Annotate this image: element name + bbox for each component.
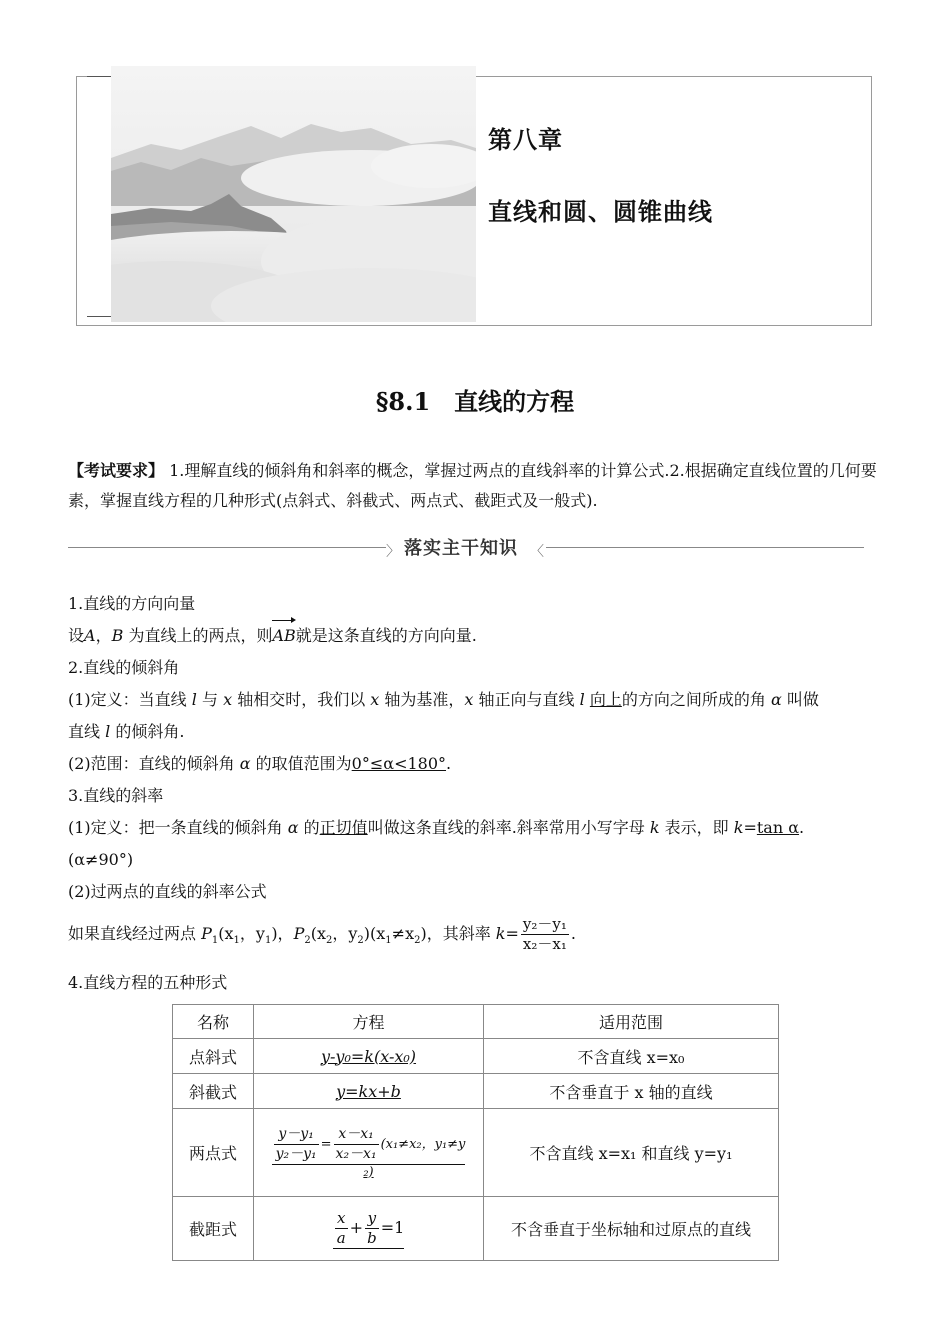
blank-tan-alpha: tan α	[756, 818, 800, 837]
form-equation-cell: y-y₀=k(x-x₀)	[254, 1039, 484, 1074]
divider-arrow-left-icon: 〉	[386, 544, 400, 560]
chapter-title: 直线和圆、圆锥曲线	[488, 197, 713, 226]
heading-inclination: 2.直线的倾斜角	[68, 658, 180, 677]
knowledge-body	[68, 588, 883, 999]
form-equation-cell: $\frac{\text{y－y₁}}{\text{y₂－y₁}}$ = $\frac{\text{x－x₁}}{\text{x₂－x₁}}$ (x₁≠x₂，y₁≠y ₂)	[254, 1109, 484, 1197]
form-scope-cell: 不含垂直于 x 轴的直线	[484, 1074, 779, 1109]
divider-arrow-right-icon: 〈	[530, 544, 544, 560]
vector-ab: AB	[272, 620, 295, 652]
blank-range: 0°≤α<180°	[351, 754, 447, 773]
slope-fraction: $\frac{\text{y₂－y₁}}{\text{x₂－x₁}}$	[522, 915, 567, 953]
form-name-cell: 点斜式	[173, 1039, 254, 1074]
paragraph-slope-condition: (α≠90°)	[68, 850, 134, 869]
paragraph-inclination-range: (2)范围：直线的倾斜角 α 的取值范围为0°≤α<180°.	[68, 754, 452, 773]
form-name-cell: 两点式	[173, 1109, 254, 1197]
heading-slope-formula: (2)过两点的直线的斜率公式	[68, 882, 267, 901]
heading-slope: 3.直线的斜率	[68, 786, 164, 805]
form-name-cell: 斜截式	[173, 1074, 254, 1109]
chapter-number: 第八章	[488, 125, 563, 154]
table-row	[173, 1109, 779, 1197]
section-divider	[68, 532, 864, 562]
paragraph-inclination-def: (1)定义：当直线 l 与 x 轴相交时，我们以 x 轴为基准，x 轴正向与直线 l 向上的方向之间所成的角 α 叫做	[68, 690, 819, 709]
paragraph-two-point-slope: 如果直线经过两点 $P_1(x_1$，$y_1$)，$P_2(x_2$，$y_2)(x_1\ne x_2)$，其斜率 k= $\frac{\text{y₂－y₁}}{\text{x₂－x₁}}$ .	[68, 915, 576, 953]
blank-upward: 向上	[589, 690, 622, 709]
form-scope-cell: 不含垂直于坐标轴和过原点的直线	[484, 1197, 779, 1261]
heading-line-equations: 4.直线方程的五种形式	[68, 973, 228, 993]
table-header-cell: 名称	[173, 1005, 254, 1039]
divider-line-left	[68, 547, 386, 548]
table-row	[173, 1197, 779, 1261]
table-row	[173, 1039, 779, 1074]
table-header-cell: 适用范围	[484, 1005, 779, 1039]
table-header-cell: 方程	[254, 1005, 484, 1039]
form-equation-cell: $\frac{x}{a}$ + $\frac{y}{b}$ =1	[254, 1197, 484, 1261]
requirements-tag: 【考试要求】	[68, 461, 165, 480]
banner-corner-line	[87, 76, 111, 77]
form-name-cell: 截距式	[173, 1197, 254, 1261]
form-equation-cell: y=kx+b	[254, 1074, 484, 1109]
mountain-cloud-photo	[111, 66, 476, 322]
form-scope-cell: 不含直线 x=x₁ 和直线 y=y₁	[484, 1109, 779, 1197]
section-title: §8.1 直线的方程	[375, 387, 575, 416]
equation-forms-table	[172, 1004, 779, 1261]
exam-requirements	[68, 456, 883, 516]
paragraph-direction-vector: 设A，B 为直线上的两点，则AB就是这条直线的方向向量.	[68, 620, 883, 652]
paragraph-inclination-def-cont: 直线 l 的倾斜角.	[68, 722, 185, 741]
heading-direction-vector: 1.直线的方向向量	[68, 594, 196, 613]
table-row	[173, 1074, 779, 1109]
table-header-row	[173, 1005, 779, 1039]
divider-line-right	[546, 547, 864, 548]
paragraph-slope-def: (1)定义：把一条直线的倾斜角 α 的正切值叫做这条直线的斜率.斜率常用小写字母 k 表示，即 k=tan α.	[68, 818, 805, 837]
banner-corner-line	[87, 316, 111, 317]
requirements-text: 1.理解直线的倾斜角和斜率的概念，掌握过两点的直线斜率的计算公式.2.根据确定直线位置的几何要素，掌握直线方程的几种形式(点斜式、斜截式、两点式、截距式及一般式).	[68, 461, 877, 510]
form-scope-cell: 不含直线 x=x₀	[484, 1039, 779, 1074]
divider-label: 落实主干知识	[404, 538, 518, 559]
blank-tangent: 正切值	[319, 818, 368, 837]
